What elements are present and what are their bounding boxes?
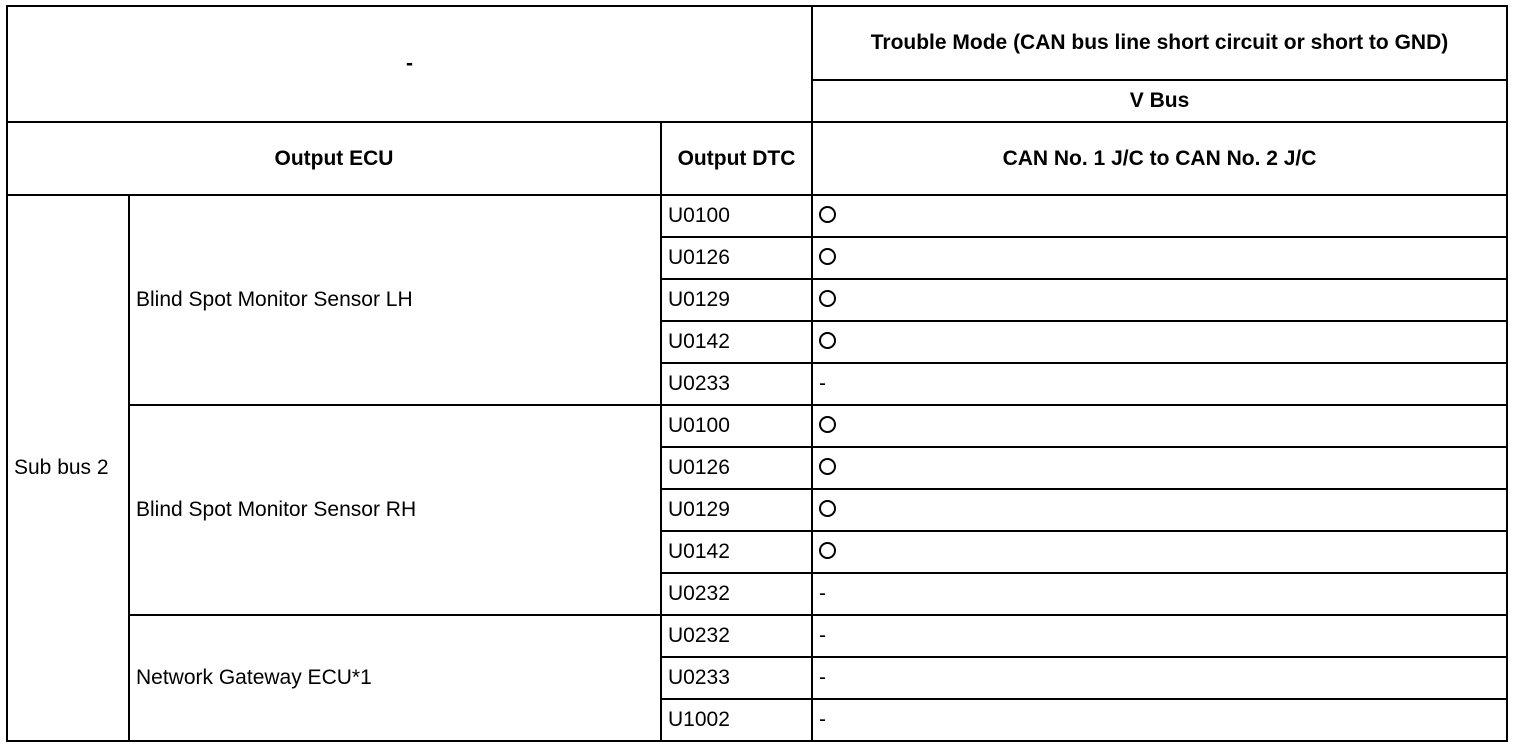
table-row xyxy=(7,195,1507,237)
output-dtc-header: Output DTC xyxy=(661,122,812,195)
result-cell: - xyxy=(812,363,1507,405)
table-row xyxy=(7,615,1507,657)
bus-group-cell: Sub bus 2 xyxy=(7,195,129,741)
result-cell xyxy=(812,195,1507,237)
dtc-code-cell: U0232 xyxy=(661,573,812,615)
dtc-code-cell: U0126 xyxy=(661,237,812,279)
result-cell: - xyxy=(812,615,1507,657)
result-cell xyxy=(812,321,1507,363)
dtc-code-cell: U0232 xyxy=(661,615,812,657)
circle-mark-icon xyxy=(819,500,836,517)
result-cell: - xyxy=(812,573,1507,615)
dtc-table xyxy=(6,5,1508,742)
circle-mark-icon xyxy=(819,248,836,265)
dtc-code-cell: U0126 xyxy=(661,447,812,489)
dtc-code-cell: U0129 xyxy=(661,279,812,321)
ecu-name-cell: Blind Spot Monitor Sensor LH xyxy=(129,195,661,405)
dtc-code-cell: U0142 xyxy=(661,531,812,573)
trouble-mode-header: Trouble Mode (CAN bus line short circuit or short to GND) xyxy=(812,6,1507,80)
circle-mark-icon xyxy=(819,542,836,559)
result-cell xyxy=(812,237,1507,279)
result-cell: - xyxy=(812,699,1507,741)
dtc-code-cell: U0129 xyxy=(661,489,812,531)
section-header: CAN No. 1 J/C to CAN No. 2 J/C xyxy=(812,122,1507,195)
result-cell xyxy=(812,447,1507,489)
result-cell xyxy=(812,531,1507,573)
dtc-code-cell: U0233 xyxy=(661,657,812,699)
circle-mark-icon xyxy=(819,416,836,433)
result-cell xyxy=(812,279,1507,321)
dtc-code-cell: U1002 xyxy=(661,699,812,741)
result-cell xyxy=(812,405,1507,447)
ecu-name-cell: Blind Spot Monitor Sensor RH xyxy=(129,405,661,615)
top-left-header: - xyxy=(7,6,812,122)
result-cell xyxy=(812,489,1507,531)
dtc-code-cell: U0100 xyxy=(661,195,812,237)
dtc-code-cell: U0233 xyxy=(661,363,812,405)
circle-mark-icon xyxy=(819,458,836,475)
circle-mark-icon xyxy=(819,206,836,223)
dtc-code-cell: U0100 xyxy=(661,405,812,447)
circle-mark-icon xyxy=(819,290,836,307)
ecu-name-cell: Network Gateway ECU*1 xyxy=(129,615,661,741)
output-ecu-header: Output ECU xyxy=(7,122,661,195)
circle-mark-icon xyxy=(819,332,836,349)
dtc-code-cell: U0142 xyxy=(661,321,812,363)
table-row xyxy=(7,405,1507,447)
result-cell: - xyxy=(812,657,1507,699)
bus-header: V Bus xyxy=(812,80,1507,122)
